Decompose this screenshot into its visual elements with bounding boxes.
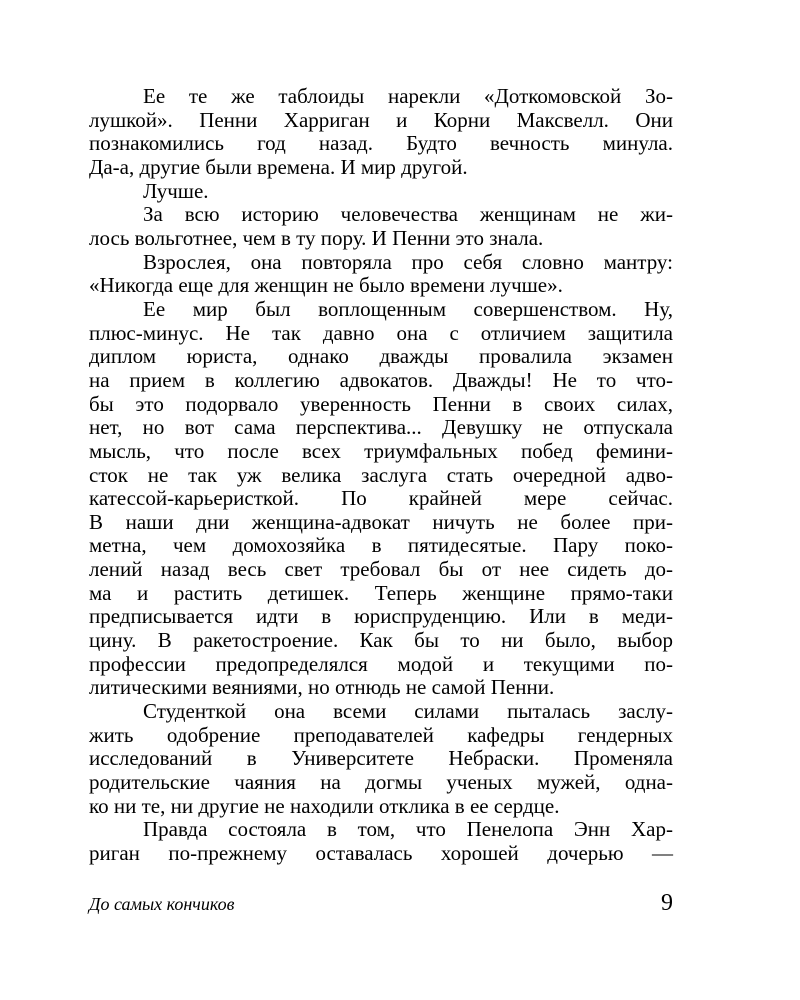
text-line: плюс-минус. Не так давно она с отличием защитила bbox=[89, 320, 673, 345]
text-line: литическими веяниями, но отнюдь не самой Пенни. bbox=[89, 675, 555, 700]
text-line: В наши дни женщина-адвокат ничуть не более при- bbox=[89, 509, 673, 534]
text-line: ма и растить детишек. Теперь женщине прямо-таки bbox=[89, 580, 673, 605]
running-title: До самых кончиков bbox=[89, 894, 235, 914]
text-line: «Никогда еще для женщин не было времени лучше». bbox=[89, 273, 563, 298]
text-line: родительские чаяния на догмы ученых мужей, одна- bbox=[89, 770, 673, 795]
text-line: лушкой». Пенни Харриган и Корни Максвелл. Они bbox=[89, 107, 673, 132]
text-line: исследований в Университете Небраски. Променяла bbox=[89, 746, 673, 771]
text-line: Лучше. bbox=[143, 178, 209, 203]
text-line: Ее те же таблоиды нарекли «Доткомовской Зо- bbox=[143, 84, 673, 108]
text-line: нет, но вот сама перспектива... Девушку не отпускала bbox=[89, 415, 673, 440]
text-line: лений назад весь свет требовал бы от нее сидеть до- bbox=[89, 557, 673, 582]
text-line: риган по-прежнему оставалась хорошей дочерью — bbox=[89, 841, 673, 865]
text-line: цину. В ракетостроение. Как бы то ни было, выбор bbox=[89, 628, 673, 653]
text-line: Студенткой она всеми силами пыталась заслу- bbox=[143, 699, 673, 724]
text-line: предписывается идти в юриспруденцию. Или в меди- bbox=[89, 604, 673, 629]
text-line: Да-а, другие были времена. И мир другой. bbox=[89, 154, 468, 179]
text-line: бы это подорвало уверенность Пенни в своих силах, bbox=[89, 391, 673, 416]
text-line: мысль, что после всех триумфальных побед фемини- bbox=[89, 438, 673, 463]
text-line: диплом юриста, однако дважды провалила экзамен bbox=[89, 344, 673, 369]
text-line: жить одобрение преподавателей кафедры гендерных bbox=[89, 722, 673, 747]
text-line: Ее мир был воплощенным совершенством. Ну, bbox=[143, 296, 673, 321]
text-line: Взрослея, она повторяла про себя словно мантру: bbox=[143, 249, 673, 274]
text-line: лось вольготнее, чем в ту пору. И Пенни это знала. bbox=[89, 225, 544, 250]
text-line: сток не так уж велика заслуга стать очередной адво- bbox=[89, 462, 673, 487]
body-text bbox=[89, 85, 673, 866]
text-line: катессой-карьеристкой. По крайней мере сейчас. bbox=[89, 486, 673, 511]
text-line: на прием в коллегию адвокатов. Дважды! Не то что- bbox=[89, 367, 673, 392]
text-line: метна, чем домохозяйка в пятидесятые. Пару поко- bbox=[89, 533, 673, 558]
page-number: 9 bbox=[661, 890, 673, 916]
text-line: профессии предопределялся модой и текущими по- bbox=[89, 651, 673, 676]
text-line: Правда состояла в том, что Пенелопа Энн Хар- bbox=[143, 817, 673, 842]
text-line: познакомились год назад. Будто вечность минула. bbox=[89, 131, 673, 156]
page-footer bbox=[89, 890, 673, 920]
text-line: ко ни те, ни другие не находили отклика в ее сердце. bbox=[89, 793, 560, 818]
text-line: За всю историю человечества женщинам не жи- bbox=[143, 202, 673, 227]
